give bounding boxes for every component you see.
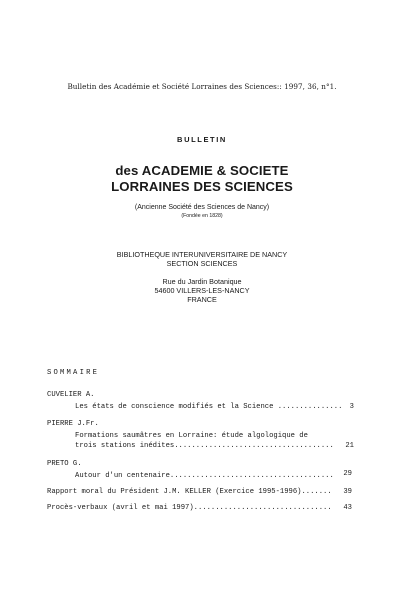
toc-author: PRETO G. — [47, 460, 82, 468]
toc-author: PIERRE J.Fr. — [47, 420, 99, 428]
subtitle: (Ancienne Société des Sciences de Nancy) — [134, 204, 270, 211]
founded-note: (Fondée en 1828) — [181, 213, 223, 219]
title-line-2: LORRAINES DES SCIENCES — [111, 179, 293, 194]
address-line-street: Rue du Jardin Botanique — [162, 277, 242, 286]
toc-entry-title: Procès-verbaux (avril et mai 1997)................................ — [47, 504, 332, 512]
toc-heading: SOMMAIRE — [47, 369, 100, 377]
toc-page-number: 29 — [343, 470, 352, 478]
title-line-1: des ACADEMIE & SOCIETE — [115, 163, 289, 178]
address-line-library: BIBLIOTHEQUE INTERUNIVERSITAIRE DE NANCY — [116, 250, 288, 259]
address-line-city: 54600 VILLERS-LES-NANCY — [154, 286, 250, 295]
toc-entry-title-cont: trois stations inédites..................................... — [75, 442, 334, 450]
toc-entry-title: Les états de conscience modifiés et la Science ............... — [75, 403, 343, 411]
journal-citation: Bulletin des Académie et Société Lorraines des Sciences:: 1997, 36, n°1. — [67, 82, 337, 91]
toc-entry-title: Formations saumâtres en Lorraine: étude algologique de — [75, 432, 308, 440]
toc-page-number: 39 — [343, 488, 352, 496]
bulletin-kicker: BULLETIN — [177, 135, 227, 144]
address-line-section: SECTION SCIENCES — [166, 259, 238, 268]
toc-page-number: 43 — [343, 504, 352, 512]
address-line-country: FRANCE — [187, 295, 217, 304]
toc-page-number: 3 — [349, 403, 354, 411]
toc-author: CUVELIER A. — [47, 391, 95, 399]
toc-page-number: 21 — [345, 442, 354, 450]
toc-entry-title: Autour d'un centenaire...................................... — [75, 472, 334, 480]
toc-entry-title: Rapport moral du Président J.M. KELLER (Exercice 1995-1996)....... — [47, 488, 332, 496]
